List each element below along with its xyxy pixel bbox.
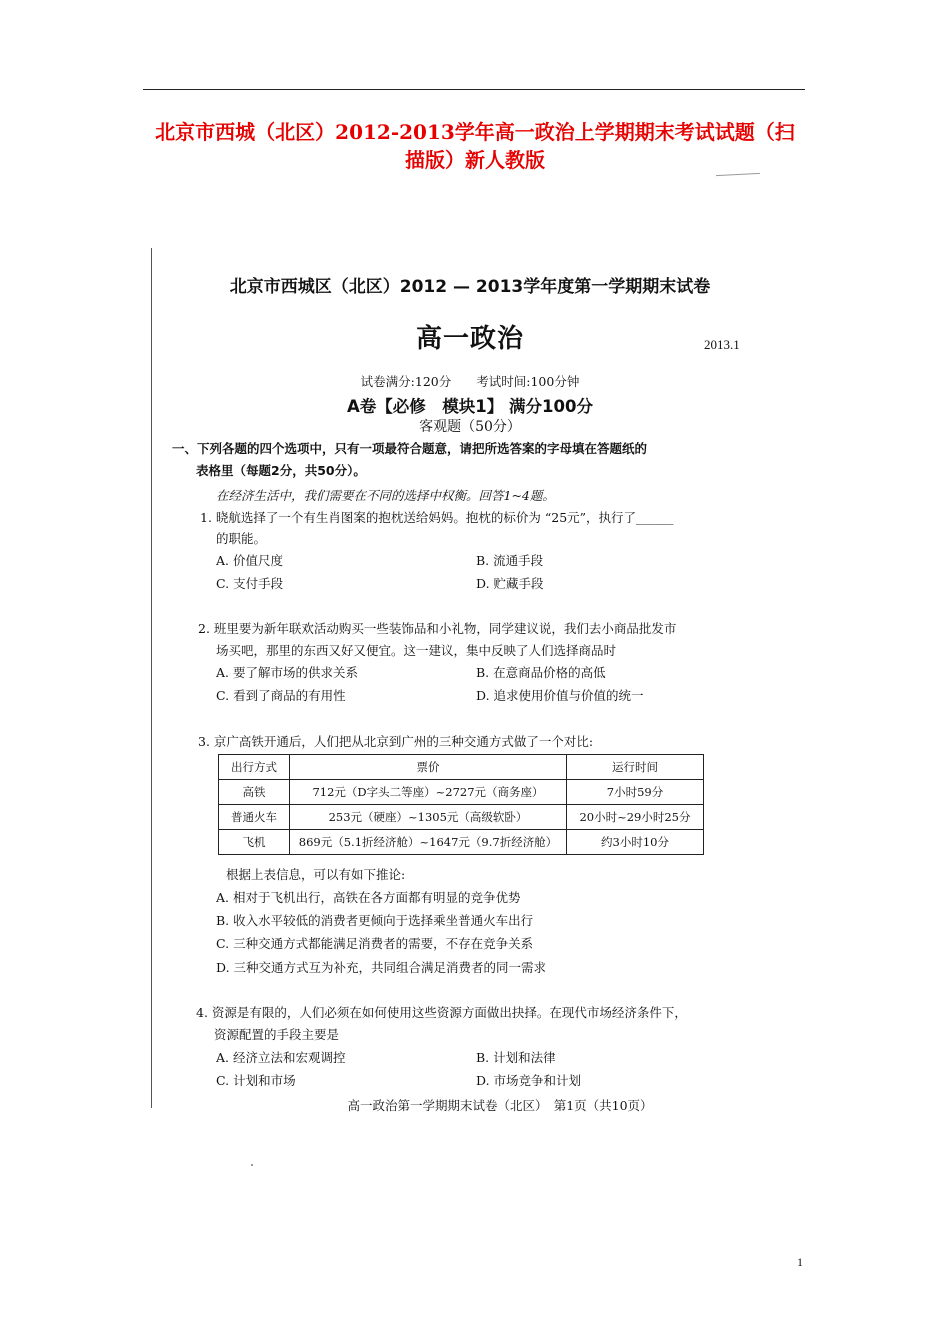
table-header-cell: 票价	[290, 755, 567, 780]
q2-option-a: A. 要了解市场的供求关系	[216, 665, 358, 680]
q4-stem-line-2: 资源配置的手段主要是	[214, 1027, 340, 1042]
q3-lead: 根据上表信息，可以有如下推论:	[226, 867, 406, 882]
q1-option-d: D. 贮藏手段	[476, 576, 544, 591]
instruction-line-2: 表格里（每题2分，共50分）。	[196, 463, 366, 478]
table-cell: 712元（D字头二等座）~2727元（商务座）	[290, 780, 567, 805]
q3-option-d: D. 三种交通方式互为补充，共同组合满足消费者的同一需求	[216, 960, 547, 975]
group-intro: 在经济生活中，我们需要在不同的选择中权衡。回答1~4题。	[216, 488, 555, 503]
q1-stem-line-2: 的职能。	[216, 531, 267, 546]
q2-option-b: B. 在意商品价格的高低	[476, 665, 606, 680]
document-title	[135, 118, 815, 174]
transport-comparison-table	[218, 754, 704, 855]
q3-option-b: B. 收入水平较低的消费者更倾向于选择乘坐普通火车出行	[216, 913, 534, 928]
exam-date: 2013.1	[704, 337, 740, 352]
table-row	[219, 780, 704, 805]
q4-option-d: D. 市场竞争和计划	[476, 1073, 582, 1088]
table-cell: 253元（硬座）~1305元（高级软卧）	[290, 805, 567, 830]
exam-footer: 高一政治第一学期期末试卷（北区） 第1页（共10页）	[347, 1098, 653, 1113]
table-header-cell: 运行时间	[567, 755, 704, 780]
table-header-row	[219, 755, 704, 780]
document-title-line-2: 描版）新人教版	[405, 148, 545, 172]
q2-option-c: C. 看到了商品的有用性	[216, 688, 346, 703]
q1-stem-line-1: 1. 晓航选择了一个有生肖图案的抱枕送给妈妈。抱枕的标价为 “25元”，执行了______	[200, 510, 674, 525]
table-cell: 高铁	[219, 780, 290, 805]
instruction-line-1: 一、下列各题的四个选项中，只有一项最符合题意，请把所选答案的字母填在答题纸的	[172, 441, 648, 456]
table-cell: 20小时~29小时25分	[567, 805, 704, 830]
objective-label: 客观题（50分）	[419, 419, 521, 435]
q4-option-a: A. 经济立法和宏观调控	[216, 1050, 346, 1065]
exam-subject: 高一政治	[415, 324, 524, 354]
q4-option-b: B. 计划和法律	[476, 1050, 556, 1065]
top-rule	[143, 89, 805, 90]
table-row	[219, 805, 704, 830]
q3-option-c: C. 三种交通方式都能满足消费者的需要，不存在竞争关系	[216, 936, 534, 951]
document-title-line-1: 北京市西城（北区）2012-2013学年高一政治上学期期末考试试题（扫	[155, 120, 795, 144]
exam-header: 北京市西城区（北区）2012 — 2013学年度第一学期期末试卷	[229, 277, 711, 297]
table-row	[219, 830, 704, 855]
scan-speck	[251, 1164, 253, 1166]
table-cell: 飞机	[219, 830, 290, 855]
scan-left-border	[151, 248, 152, 1108]
q4-stem-line-1: 4. 资源是有限的，人们必须在如何使用这些资源方面做出抉择。在现代市场经济条件下，	[196, 1005, 687, 1020]
q1-option-a: A. 价值尺度	[216, 553, 283, 568]
q2-option-d: D. 追求使用价值与价值的统一	[476, 688, 644, 703]
q1-option-c: C. 支付手段	[216, 576, 284, 591]
table-cell: 869元（5.1折经济舱）~1647元（9.7折经济舱）	[290, 830, 567, 855]
table-cell: 约3小时10分	[567, 830, 704, 855]
q2-stem-line-1: 2. 班里要为新年联欢活动购买一些装饰品和小礼物，同学建议说，我们去小商品批发市	[198, 621, 677, 636]
q4-option-c: C. 计划和市场	[216, 1073, 296, 1088]
table-cell: 普通火车	[219, 805, 290, 830]
q3-stem: 3. 京广高铁开通后，人们把从北京到广州的三种交通方式做了一个对比:	[198, 734, 594, 749]
table-header-cell: 出行方式	[219, 755, 290, 780]
q1-option-b: B. 流通手段	[476, 553, 544, 568]
q2-stem-line-2: 场买吧，那里的东西又好又便宜。这一建议，集中反映了人们选择商品时	[216, 643, 617, 658]
exam-meta: 试卷满分:120分 考试时间:100分钟	[360, 374, 580, 389]
page-number: 1	[797, 1255, 803, 1269]
section-title: A卷【必修 模块1】 满分100分	[347, 397, 593, 416]
q3-option-a: A. 相对于飞机出行，高铁在各方面都有明显的竞争优势	[216, 890, 521, 905]
table-cell: 7小时59分	[567, 780, 704, 805]
